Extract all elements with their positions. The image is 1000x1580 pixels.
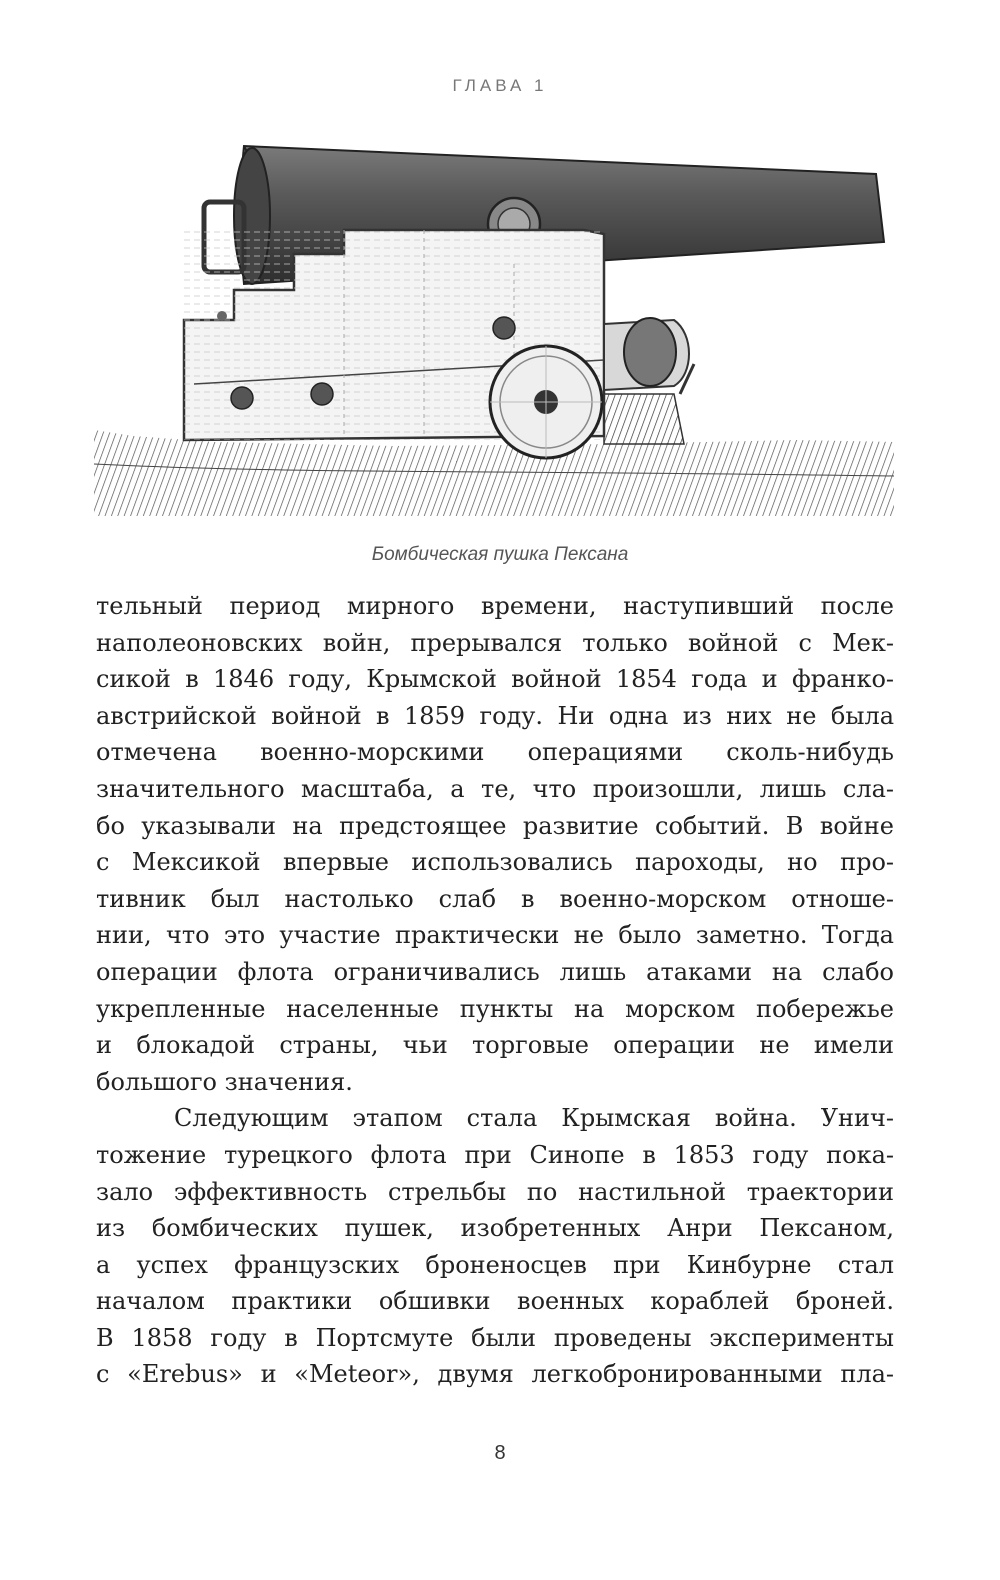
cannon-engraving-icon — [94, 124, 894, 528]
text-line: с Мексикой впервые использовались пароходы, но про- — [96, 848, 894, 877]
text-line: с «Erebus» и «Meteor», двумя легкобронированными пла- — [96, 1360, 894, 1389]
text-line: Следующим этапом стала Крымская война. Унич- — [174, 1104, 894, 1133]
text-line: тельный период мирного времени, наступивший после — [96, 592, 894, 620]
page-number: 8 — [494, 1442, 506, 1464]
text-line: значительного масштаба, а те, что произошли, лишь сла- — [96, 774, 894, 803]
text-line: тивник был настолько слаб в военно-морском отноше- — [96, 884, 894, 913]
text-line: большого значения. — [96, 1067, 353, 1096]
text-line: отмечена военно-морскими операциями сколь-нибудь — [96, 738, 894, 767]
figure-caption: Бомбическая пушка Пексана — [371, 544, 629, 565]
text-line: и блокадой страны, чьи торговые операции не имели — [96, 1031, 894, 1060]
text-line: австрийской войной в 1859 году. Ни одна из них не была — [96, 701, 894, 730]
text-line: зало эффективность стрельбы по настильной траектории — [96, 1177, 894, 1206]
text-line: а успех французских броненосцев при Кинбурне стал — [96, 1250, 894, 1279]
text-line: сикой в 1846 году, Крымской войной 1854 года и франко- — [96, 665, 894, 694]
text-line: наполеоновских войн, прерывался только войной с Мек- — [96, 628, 894, 657]
text-line: бо указывали на предстоящее развитие событий. В войне — [96, 811, 894, 840]
text-line: из бомбических пушек, изобретенных Анри Пексаном, — [96, 1214, 894, 1243]
body-text — [96, 588, 894, 1393]
text-line: укрепленные населенные пункты на морском побережье — [96, 994, 894, 1023]
text-line: В 1858 году в Портсмуте были проведены эксперименты — [96, 1323, 894, 1352]
text-line: началом практики обшивки военных кораблей броней. — [96, 1287, 894, 1316]
running-head: ГЛАВА 1 — [452, 76, 548, 95]
text-line: нии, что это участие практически не было заметно. Тогда — [96, 921, 894, 950]
text-line: тожение турецкого флота при Синопе в 1853 году пока- — [96, 1140, 894, 1169]
text-line: операции флота ограничивались лишь атаками на слабо — [96, 957, 894, 986]
